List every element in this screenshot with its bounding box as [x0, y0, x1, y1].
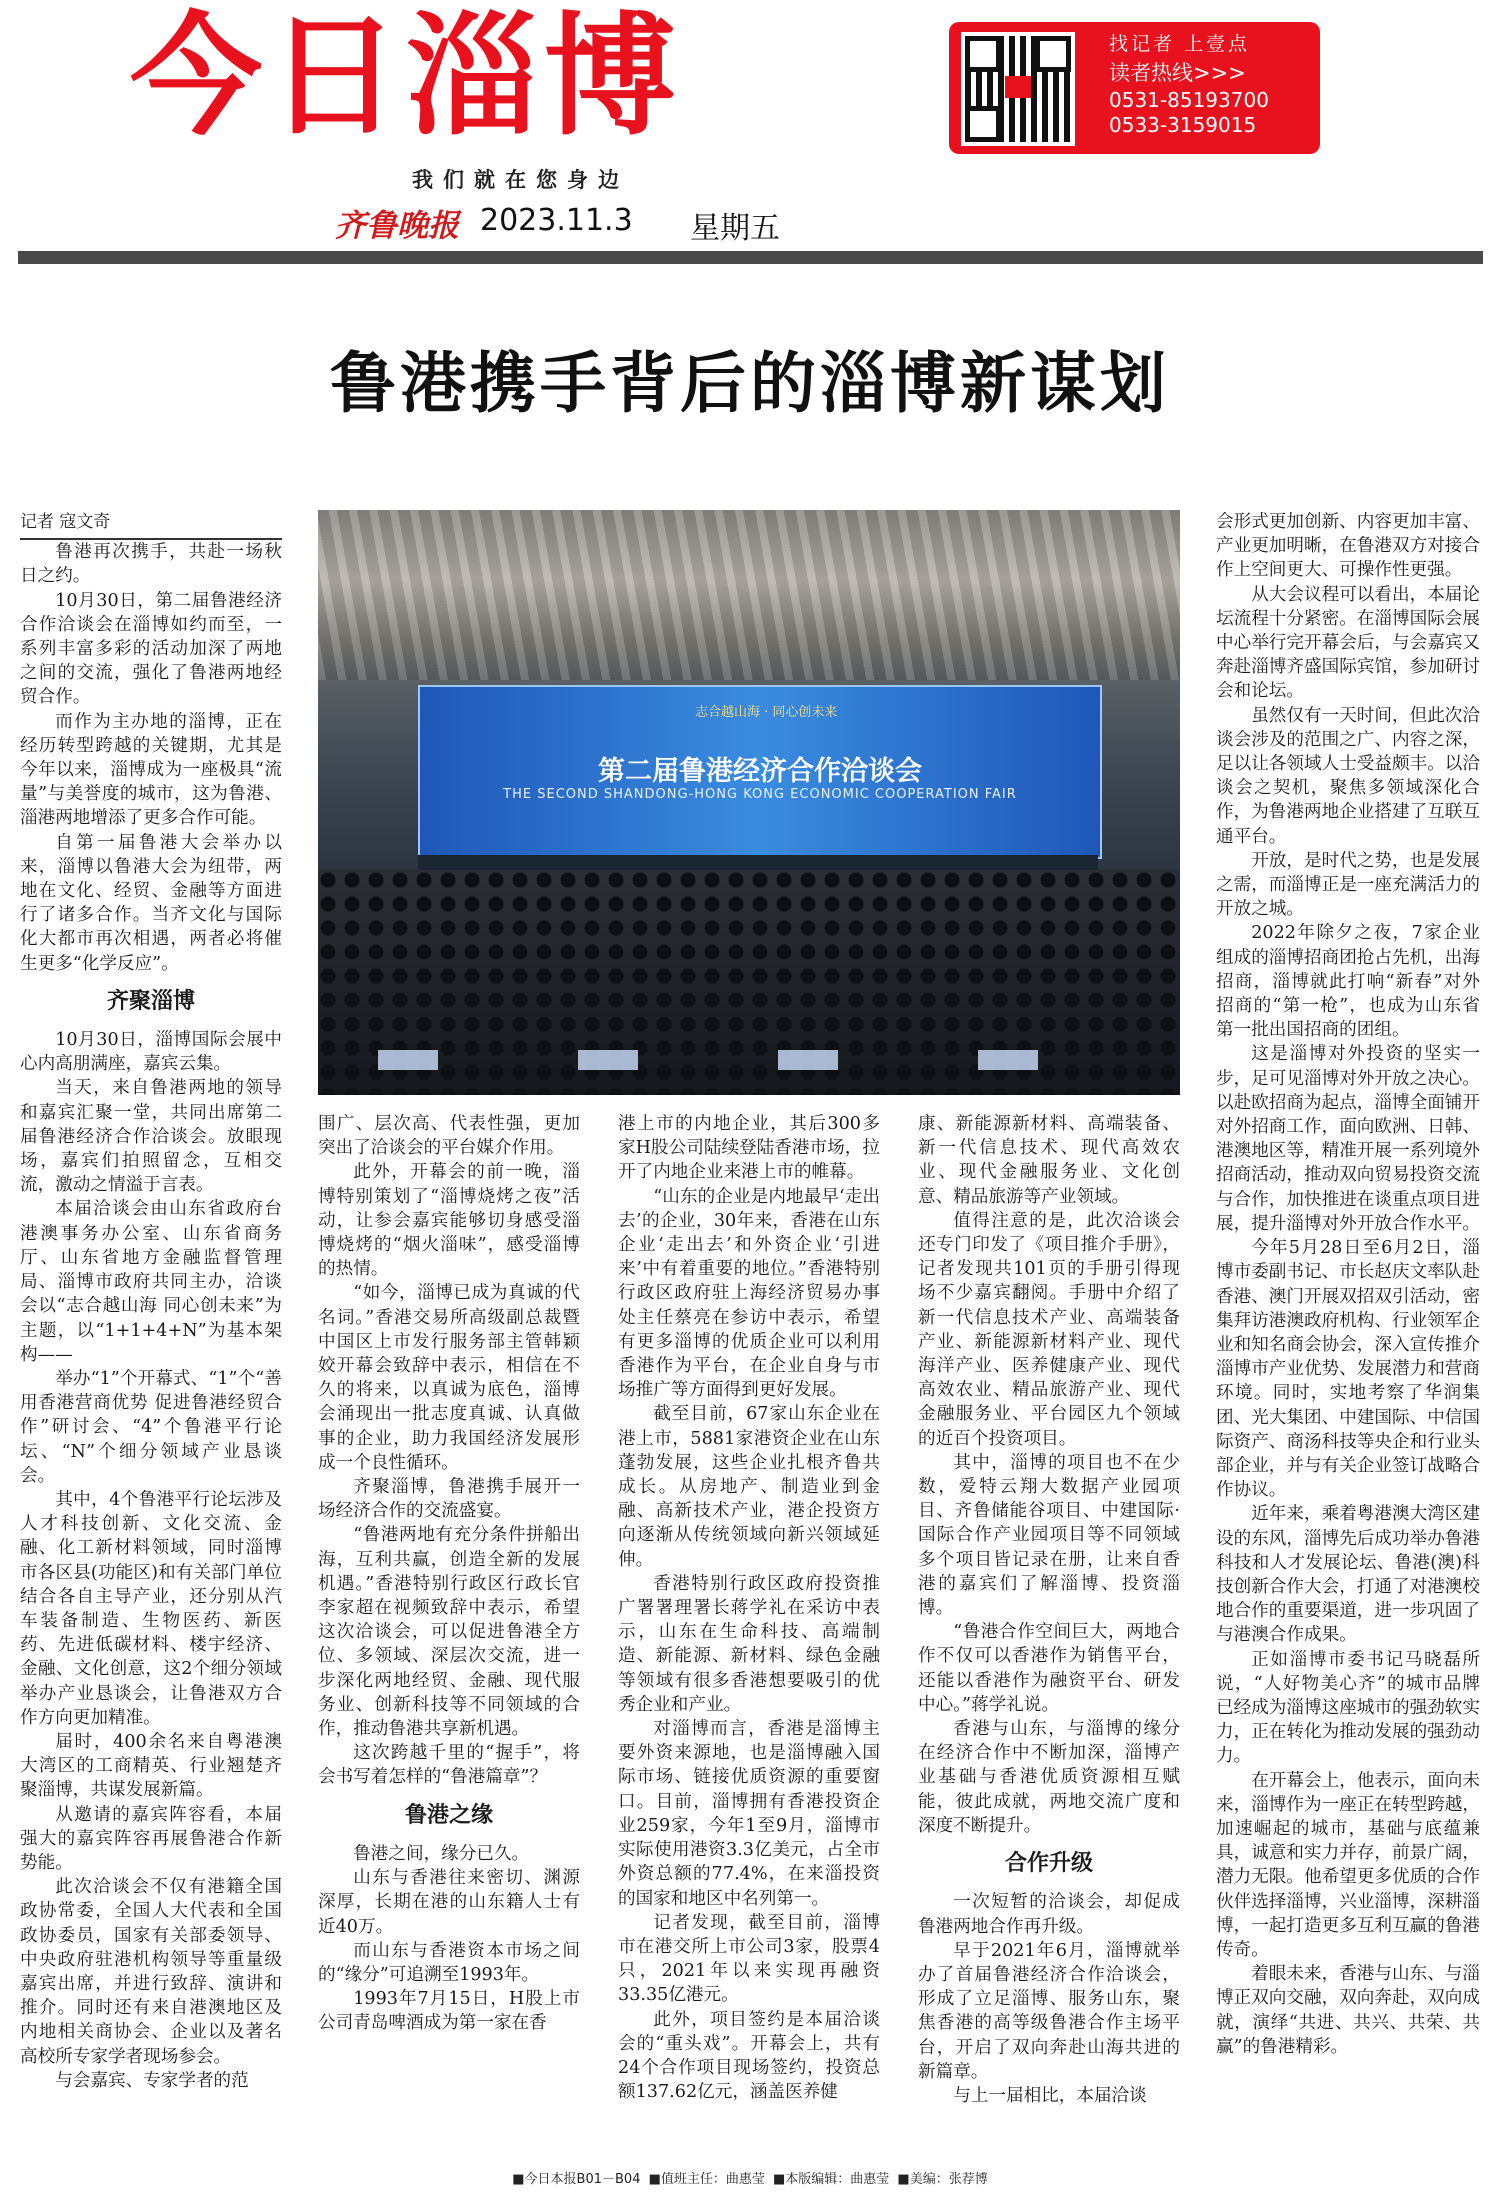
paragraph: 港上市的内地企业，其后300多家H股公司陆续登陆香港市场，拉开了内地企业来港上市的帷幕。 [618, 1114, 880, 1183]
paragraph: 此外，项目签约是本届洽谈会的“重头戏”。开幕会上，共有24个合作项目现场签约，投资总额137.62亿元，涵盖医养健 [618, 2009, 880, 2103]
hotline-phone2: 0533-3159015 [1109, 113, 1257, 137]
paragraph: 举办“1”个开幕式、“1”个“善用香港营商优势 促进鲁港经贸合作”研讨会、“4”个鲁港平行论坛、“N”个细分领域产业恳谈会。 [20, 1368, 282, 1486]
hotline-phone1: 0531-85193700 [1109, 88, 1269, 112]
masthead-rule [18, 251, 1483, 264]
reader-hotline-box [949, 22, 1320, 154]
hotline-line1: 找记者 上壹点 [1109, 33, 1251, 55]
screen-title: 第二届鲁港经济合作洽谈会 [598, 756, 922, 787]
paragraph: 10月30日，淄博国际会展中心内高朋满座，嘉宾云集。 [20, 1030, 282, 1075]
paragraph: 而山东与香港资本市场之间的“缘分”可追溯至1993年。 [318, 1940, 580, 1985]
paragraph: 会形式更加创新、内容更加丰富、产业更加明晰，在鲁港双方对接合作上空间更大、可操作性更强。 [1216, 512, 1480, 581]
paragraph: 开放，是时代之势，也是发展之需，而淄博正是一座充满活力的开放之城。 [1216, 850, 1480, 920]
page-footer: ■今日本报B01－B04 ■值班主任：曲惠莹 ■本版编辑：曲惠莹 ■美编：张荐博 [512, 2172, 988, 2187]
paragraph: 康、新能源新材料、高端装备、新一代信息技术、现代高效农业、现代金融服务业、文化创意、精品旅游等产业领域。 [918, 1114, 1180, 1207]
article-photo [318, 510, 1180, 1095]
paragraph: 与上一届相比，本届洽谈 [953, 2085, 1147, 2106]
paragraph: 虽然仅有一天时间，但此次洽谈会涉及的范围之广、内容之深，足以让各领域人士受益颇丰。以洽谈会之契机，聚焦多领域深化合作，为鲁港两地企业搭建了互联互通平台。 [1216, 705, 1480, 847]
paragraph: “鲁港两地有充分条件拼船出海，互利共赢，创造全新的发展机遇。”香港特别行政区行政长官李家超在视频致辞中表示，希望这次洽谈会，可以促进鲁港全方位、多领域、深层次交流，进一步深化两地经贸、金融、现代服务业、创新科技等不同领域的合作，推动鲁港共享新机遇。 [318, 1525, 580, 1740]
paragraph: 今年5月28日至6月2日，淄博市委副书记、市长赵庆文率队赴香港、澳门开展双招双引活动，密集拜访港澳政府机构、行业领军企业和知名商会协会，深入宣传推介淄博市产业优势、发展潜力和营商环境。同时，实地考察了华润集团、光大集团、中建国际、中信国际资产、商汤科技等央企和行业头部企业，并与有关企业签订战略合作协议。 [1216, 1238, 1480, 1501]
article-column-4 [918, 1112, 1180, 2108]
paragraph: 其中，4个鲁港平行论坛涉及人才科技创新、文化交流、金融、化工新材料领域，同时淄博市各区县(功能区)和有关部门单位结合各自主导产业，还分别从汽车装备制造、生物医药、新医药、先进低碳材料、楼宇经济、金融、文化创意，这2个细分领域举办产业恳谈会，让鲁港双方合作方向更加精准。 [20, 1489, 282, 1728]
paragraph: 1993年7月15日，H股上市公司青岛啤酒成为第一家在香 [318, 1989, 580, 2034]
paragraph: “鲁港合作空间巨大，两地合作不仅可以香港作为销售平台，还能以香港作为融资平台、研发中心。”蒋学礼说。 [918, 1622, 1180, 1715]
paragraph: 记者发现，截至目前，淄博市在港交所上市公司3家，股票4只，2021年以来实现再融资33.35亿港元。 [618, 1912, 880, 2006]
paragraph: 在开幕会上，他表示，面向未来，淄博作为一座正在转型跨越，加速崛起的城市，基础与底蕴兼具，诚意和实力并存，前景广阔，潜力无限。他希望更多优质的合作伙伴选择淄博，兴业淄博，深耕淄博，一起打造更多互利互赢的鲁港传奇。 [1216, 1770, 1480, 1960]
subheading: 鲁港之缘 [404, 1802, 493, 1828]
paragraph: 香港特别行政区政府投资推广署署理署长蒋学礼在采访中表示，山东在生命科技、高端制造、新能源、新材料、绿色金融等领域有很多香港想要吸引的优秀企业和产业。 [618, 1573, 880, 1715]
paragraph: 齐聚淄博，鲁港携手展开一场经济合作的交流盛宴。 [318, 1477, 580, 1522]
subheading: 合作升级 [1004, 1851, 1093, 1877]
paper-name-logo: 齐鲁晚报 [335, 208, 459, 244]
screen-tag: 志合越山海 · 同心创未来 [695, 705, 838, 720]
paragraph: 鲁港再次携手，共赴一场秋日之约。 [20, 542, 282, 587]
brand-slogan: 我们就在您身边 [412, 168, 629, 192]
paragraph: 截至目前，67家山东企业在港上市，5881家港资企业在山东蓬勃发展，这些企业扎根齐鲁共成长。从房地产、制造业到金融、高新技术产业，港企投资方向逐渐从传统领域向新兴领域延伸。 [618, 1404, 880, 1570]
paragraph: 2022年除夕之夜，7家企业组成的淄博招商团抢占先机，出海招商，淄博就此打响“新春”对外招商的“第一枪”，也成为山东省第一批出国招商的团组。 [1216, 923, 1480, 1041]
paragraph: 此次洽谈会不仅有港籍全国政协常委，全国人大代表和全国政协委员，国家有关部委领导、中央政府驻港机构领导等重量级嘉宾出席，并进行致辞、演讲和推介。同时还有来自港澳地区及内地相关商协会、企业以及著名高校所专家学者现场参会。 [20, 1877, 282, 2067]
paragraph: 这次跨越千里的“握手”，将会书写着怎样的“鲁港篇章”？ [318, 1743, 580, 1788]
paragraph: “如今，淄博已成为真诚的代名词。”香港交易所高级副总裁暨中国区上市发行服务部主管韩颖姣开幕会致辞中表示，相信在不久的将来，以真诚为底色，淄博会涌现出一批志度真诚、认真做事的企业，助力我国经济发展形成一个良性循环。 [318, 1283, 580, 1473]
screen-subtitle: THE SECOND SHANDONG-HONG KONG ECONOMIC COOPERATION FAIR [503, 787, 1017, 802]
paragraph: 届时，400余名来自粤港澳大湾区的工商精英、行业翘楚齐聚淄博，共谋发展新篇。 [20, 1731, 282, 1801]
paragraph: 一次短暂的洽谈会，却促成鲁港两地合作再升级。 [918, 1892, 1180, 1937]
issue-weekday: 星期五 [690, 211, 780, 246]
article-column-5 [1216, 510, 1480, 2059]
paragraph: 围广、层次高、代表性强，更加突出了洽谈会的平台媒介作用。 [318, 1114, 580, 1159]
paragraph: 从大会议程可以看出，本届论坛流程十分紧密。在淄博国际会展中心举行完开幕会后，与会嘉宾又奔赴淄博齐盛国际宾馆，参加研讨会和论坛。 [1216, 584, 1480, 702]
newspaper-brand-title: 今日淄博 [130, 0, 682, 154]
paragraph: 10月30日，第二届鲁港经济合作洽谈会在淄博如约而至，一系列丰富多彩的活动加深了两地之间的交流，强化了鲁港两地经贸合作。 [20, 590, 282, 708]
paragraph: 早于2021年6月，淄博就举办了首届鲁港经济合作洽谈会，形成了立足淄博、服务山东，聚焦香港的高等级鲁港合作主场平台，开启了双向奔赴山海共进的新篇章。 [918, 1940, 1180, 2082]
paragraph: 而作为主办地的淄博，正在经历转型跨越的关键期，尤其是今年以来，淄博成为一座极具“流量”与美誉度的城市，这为鲁港、淄港两地增添了更多合作可能。 [20, 711, 282, 829]
paragraph: 鲁港之间，缘分已久。 [353, 1843, 530, 1864]
paragraph: 与会嘉宾、专家学者的范 [55, 2070, 249, 2091]
paragraph: 当天，来自鲁港两地的领导和嘉宾汇聚一堂，共同出席第二届鲁港经济合作洽谈会。放眼现场，嘉宾们拍照留念，互相交流，激动之情溢于言表。 [20, 1078, 282, 1196]
paragraph: 这是淄博对外投资的坚实一步，足可见淄博对外开放之决心。以赴欧招商为起点，淄博全面铺开对外招商工作，面向欧洲、日韩、港澳地区等，精准开展一系列境外招商活动，推动双向贸易投资交流与合作，加快推进在谈重点项目进展，提升淄博对外开放合作水平。 [1216, 1044, 1480, 1234]
paragraph: 其中，淄博的项目也不在少数，爱特云翔大数据产业园项目、齐鲁储能谷项目、中建国际·国际合作产业园项目等不同领域多个项目皆记录在册，让来自香港的嘉宾们了解淄博、投资淄博。 [918, 1452, 1180, 1619]
article-column-3 [618, 1112, 880, 2104]
paragraph: 山东与香港往来密切、渊源深厚，长期在港的山东籍人士有近40万。 [318, 1868, 580, 1937]
article-headline: 鲁港携手背后的淄博新谋划 [330, 344, 1170, 422]
paragraph: 近年来，乘着粤港澳大湾区建设的东风，淄博先后成功举办鲁港科技和人才发展论坛、鲁港(澳)科技创新合作大会，打通了对港澳校地合作的重要渠道，进一步巩固了与港澳合作成果。 [1216, 1504, 1480, 1646]
masthead [0, 0, 1500, 270]
paragraph: 香港与山东，与淄博的缘分在经济合作中不断加深，淄博产业基础与香港优质资源相互赋能，彼此成就，两地交流广度和深度不断提升。 [918, 1719, 1180, 1836]
paragraph: “山东的企业是内地最早‘走出去’的企业，30年来，香港在山东企业‘走出去’和外资企业‘引进来’中有着重要的地位。”香港特别行政区政府驻上海经济贸易办事处主任蔡亮在参访中表示，希望有更多淄博的优质企业可以利用香港作为平台，在企业自身与市场推广等方面得到更好发展。 [618, 1186, 880, 1401]
hotline-text [1109, 30, 1269, 138]
paragraph: 从邀请的嘉宾阵容看，本届强大的嘉宾阵容再展鲁港合作新势能。 [20, 1804, 282, 1873]
byline: 记者 寇文奇 [20, 510, 282, 540]
paragraph: 本届洽谈会由山东省政府台港澳事务办公室、山东省商务厅、山东省地方金融监督管理局、淄博市政府共同主办，洽谈会以“志合越山海 同心创未来”为主题，以“1+1+4+N”为基本架构—— [20, 1199, 282, 1365]
paragraph: 值得注意的是，此次洽谈会还专门印发了《项目推介手册》，记者发现共101页的手册引得现场不少嘉宾翻阅。手册中介绍了新一代信息技术产业、高端装备产业、新能源新材料产业、现代海洋产业、医养健康产业、现代高效农业、精品旅游产业、现代金融服务业、平台园区九个领域的近百个投资项目。 [918, 1210, 1180, 1449]
article-column-1 [20, 510, 282, 2093]
paragraph: 此外，开幕会的前一晚，淄博特别策划了“淄博烧烤之夜”活动，让参会嘉宾能够切身感受淄博烧烤的“烟火淄味”，感受淄博的热情。 [318, 1162, 580, 1280]
paragraph: 自第一届鲁港大会举办以来，淄博以鲁港大会为纽带，两地在文化、经贸、金融等方面进行了诸多合作。当齐文化与国际化大都市再次相遇，两者必将催生更多“化学反应”。 [20, 832, 282, 974]
article-column-2 [318, 1112, 580, 2036]
hotline-line2: 读者热线>>> [1109, 61, 1246, 85]
issue-date: 2023.11.3 [480, 203, 633, 238]
qr-code-icon[interactable] [961, 32, 1075, 146]
paragraph: 正如淄博市委书记马晓磊所说，“人好物美心齐”的城市品牌已经成为淄博这座城市的强劲软实力，正在转化为推动发展的强劲动力。 [1216, 1649, 1480, 1767]
paragraph: 着眼未来，香港与山东、与淄博正双向交融，双向奔赴，双向成就，演绎“共进、共兴、共荣、共赢”的鲁港精彩。 [1216, 1964, 1480, 2057]
event-screen [418, 685, 1102, 859]
subheading: 齐聚淄博 [106, 988, 195, 1014]
paragraph: 对淄博而言，香港是淄博主要外资来源地，也是淄博融入国际市场、链接优质资源的重要窗口。目前，淄博拥有香港投资企业259家，今年1至9月，淄博市实际使用港资3.3亿美元，占全市外资总额的77.4%，在来淄投资的国家和地区中名列第一。 [618, 1719, 880, 1909]
